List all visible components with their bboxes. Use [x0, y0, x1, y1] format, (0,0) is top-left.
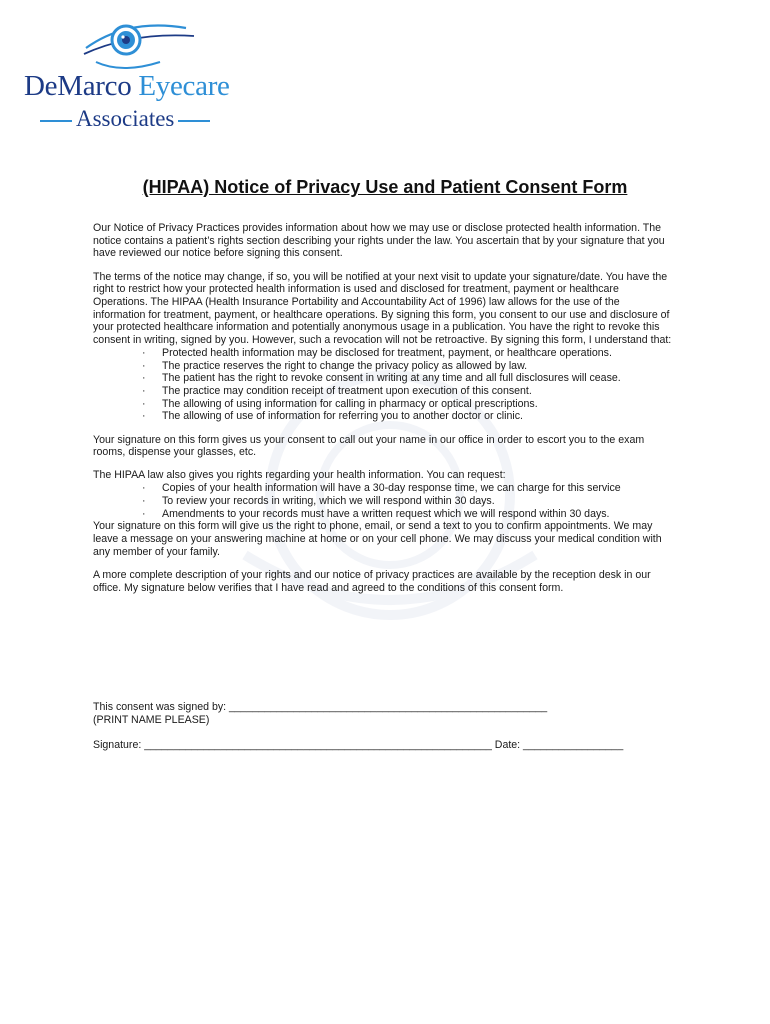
bullet-marker: · [142, 359, 146, 372]
logo-subtitle [36, 106, 214, 132]
bullet-marker: · [142, 397, 146, 410]
paragraph-notice: Our Notice of Privacy Practices provides information about how we may use or disclose protected health information. The notice contains a patient’s rights section describing your rights under the law. You ascertain that by your signature that you have reviewed our notice before signing this consent. [93, 222, 665, 260]
logo-name-part2: Eyecare [138, 70, 230, 102]
list-item-text: Protected health information may be disclosed for treatment, payment, or healthcare operations. [162, 346, 612, 359]
list-item-text: Copies of your health information will have a 30-day response time, we can charge for this service [162, 482, 621, 495]
paragraph-terms: The terms of the notice may change, if so, you will be notified at your next visit to update your signature/date. You have the right to restrict how your protected health information is used and disclosed for treatment, payment or healthcare Operations. The HIPAA (Health Insurance Portability and Accountability Act of 1996) law allows for the use of the information for treatment, payment, or healthcare operations. By signing this form, you consent to our use and disclosure of your protected healthcare information and potentially anonymous usage in a publication. You have the right to revoke this consent in writing, signed by you. However, such a revocation will not be retroactive. By signing this form, I understand that: [93, 270, 672, 347]
signed-by-line[interactable]: This consent was signed by: ______________________________________________________ [93, 701, 548, 713]
eye-logo-icon [82, 14, 202, 74]
list-item [93, 398, 673, 411]
list-item-text: The allowing of using information for calling in pharmacy or optical prescriptions. [162, 397, 538, 410]
list-item [93, 508, 673, 521]
logo-subtitle-text: Associates [76, 106, 175, 131]
bullet-marker: · [142, 384, 146, 397]
list-item [93, 482, 673, 495]
list-item [93, 495, 673, 508]
page-title: (HIPAA) Notice of Privacy Use and Patient Consent Form [142, 177, 628, 197]
bullet-marker: · [142, 346, 146, 359]
list-item-text: The allowing of use of information for referring you to another doctor or clinic. [162, 410, 523, 423]
list-item [93, 360, 673, 373]
paragraph-verification: A more complete description of your rights and our notice of privacy practices are available by the reception desk in our office. My signature below verifies that I have read and agreed to the conditions of this consent form. [93, 568, 651, 594]
bullet-marker: · [142, 482, 146, 495]
list-item [93, 347, 673, 360]
logo [22, 14, 232, 131]
list-item-text: The patient has the right to revoke consent in writing at any time and all full disclosures will cease. [162, 372, 621, 385]
list-item-text: The practice reserves the right to change the privacy policy as allowed by law. [162, 359, 528, 372]
print-name-label: (PRINT NAME PLEASE) [93, 714, 210, 726]
list-item [93, 372, 673, 385]
document-body [93, 222, 673, 605]
bullet-marker: · [142, 410, 146, 423]
list-item [93, 385, 673, 398]
bullet-marker: · [142, 507, 146, 520]
list-item-text: To review your records in writing, which we will respond within 30 days. [162, 494, 495, 507]
logo-rule-left [40, 120, 72, 122]
bullet-marker: · [142, 494, 146, 507]
paragraph-rights: The HIPAA law also gives you rights regarding your health information. You can request: [93, 469, 506, 482]
list-item-text: The practice may condition receipt of treatment upon execution of this consent. [162, 384, 532, 397]
signature-date-line[interactable]: Signature: ___________________________________________________________ Date: _________________ [93, 739, 624, 751]
rights-list [93, 482, 673, 520]
paragraph-call-out-consent: Your signature on this form gives us your consent to call out your name in our office in order to escort you to the exam rooms, dispense your glasses, etc. [93, 433, 645, 459]
logo-name-part1: DeMarco [24, 70, 132, 102]
logo-rule-right [178, 120, 210, 122]
list-item [93, 410, 673, 423]
list-item-text: Amendments to your records must have a written request which we will respond within 30 days. [162, 507, 610, 520]
consent-list [93, 347, 673, 423]
paragraph-contact-consent: Your signature on this form will give us the right to phone, email, or send a text to you to confirm appointments. We may leave a message on your answering machine at home or on your cell phone. We may discuss your medical condition with any member of your family. [93, 520, 662, 558]
bullet-marker: · [142, 372, 146, 385]
logo-wordmark [24, 70, 230, 103]
